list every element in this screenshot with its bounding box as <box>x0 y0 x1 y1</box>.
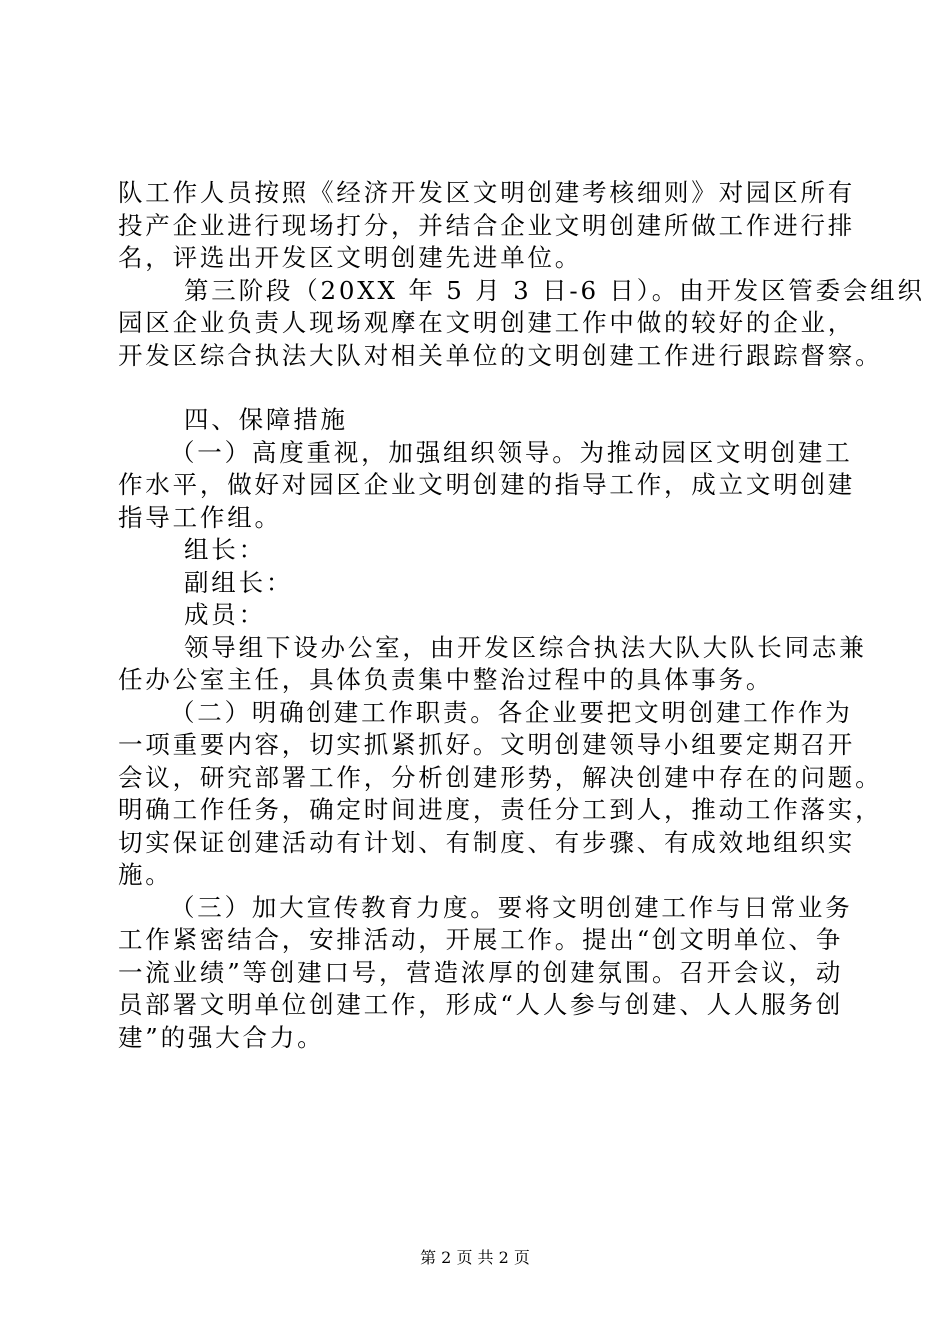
page-number-footer: 第 2 页 共 2 页 <box>420 1248 530 1267</box>
paragraph-line: 建”的强大合力。 <box>118 1022 325 1052</box>
paragraph-line: 领导组下设办公室，由开发区综合执法大队大队长同志兼 <box>184 632 867 662</box>
role-line-members: 成员： <box>184 600 266 629</box>
role-line-leader: 组长： <box>184 535 266 564</box>
paragraph-line: 一流业绩”等创建口号，营造浓厚的创建氛围。召开会议，动 <box>118 957 844 987</box>
paragraph-line: 作水平，做好对园区企业文明创建的指导工作，成立文明创建 <box>118 470 856 499</box>
paragraph-line: 指导工作组。 <box>118 502 282 532</box>
paragraph-line: （二）明确创建工作职责。各企业要把文明创建工作作为 <box>170 697 853 727</box>
paragraph-line: （一）高度重视，加强组织领导。为推动园区文明创建工 <box>170 437 853 467</box>
paragraph-line: 园区企业负责人现场观摩在文明创建工作中做的较好的企业， <box>118 308 856 337</box>
paragraph-line: 施。 <box>118 860 173 889</box>
paragraph-line: 第三阶段（20XX 年 5 月 3 日-6 日）。由开发区管委会组织 <box>184 275 925 305</box>
paragraph-line: 名，评选出开发区文明创建先进单位。 <box>118 243 583 272</box>
paragraph-line: 工作紧密结合，安排活动，开展工作。提出“创文明单位、争 <box>118 925 844 954</box>
paragraph-line: 任办公室主任，具体负责集中整治过程中的具体事务。 <box>118 665 774 694</box>
paragraph-line: 员部署文明单位创建工作，形成“人人参与创建、人人服务创 <box>118 990 844 1019</box>
paragraph-line: 明确工作任务，确定时间进度，责任分工到人，推动工作落实， <box>118 795 883 824</box>
paragraph-line: 开发区综合执法大队对相关单位的文明创建工作进行跟踪督察。 <box>118 340 883 370</box>
paragraph-gap <box>118 372 838 404</box>
paragraph-line: 一项重要内容，切实抓紧抓好。文明创建领导小组要定期召开 <box>118 730 856 759</box>
role-line-deputy: 副组长： <box>184 567 294 597</box>
document-body <box>118 177 925 1054</box>
paragraph-line: 队工作人员按照《经济开发区文明创建考核细则》对园区所有 <box>118 178 856 207</box>
paragraph-line: 投产企业进行现场打分，并结合企业文明创建所做工作进行排 <box>118 210 856 240</box>
paragraph-line: 切实保证创建活动有计划、有制度、有步骤、有成效地组织实 <box>118 827 856 857</box>
paragraph-line: （三）加大宣传教育力度。要将文明创建工作与日常业务 <box>170 892 853 922</box>
section-heading: 四、保障措施 <box>184 405 348 434</box>
paragraph-line: 会议，研究部署工作，分析创建形势，解决创建中存在的问题。 <box>118 762 883 792</box>
